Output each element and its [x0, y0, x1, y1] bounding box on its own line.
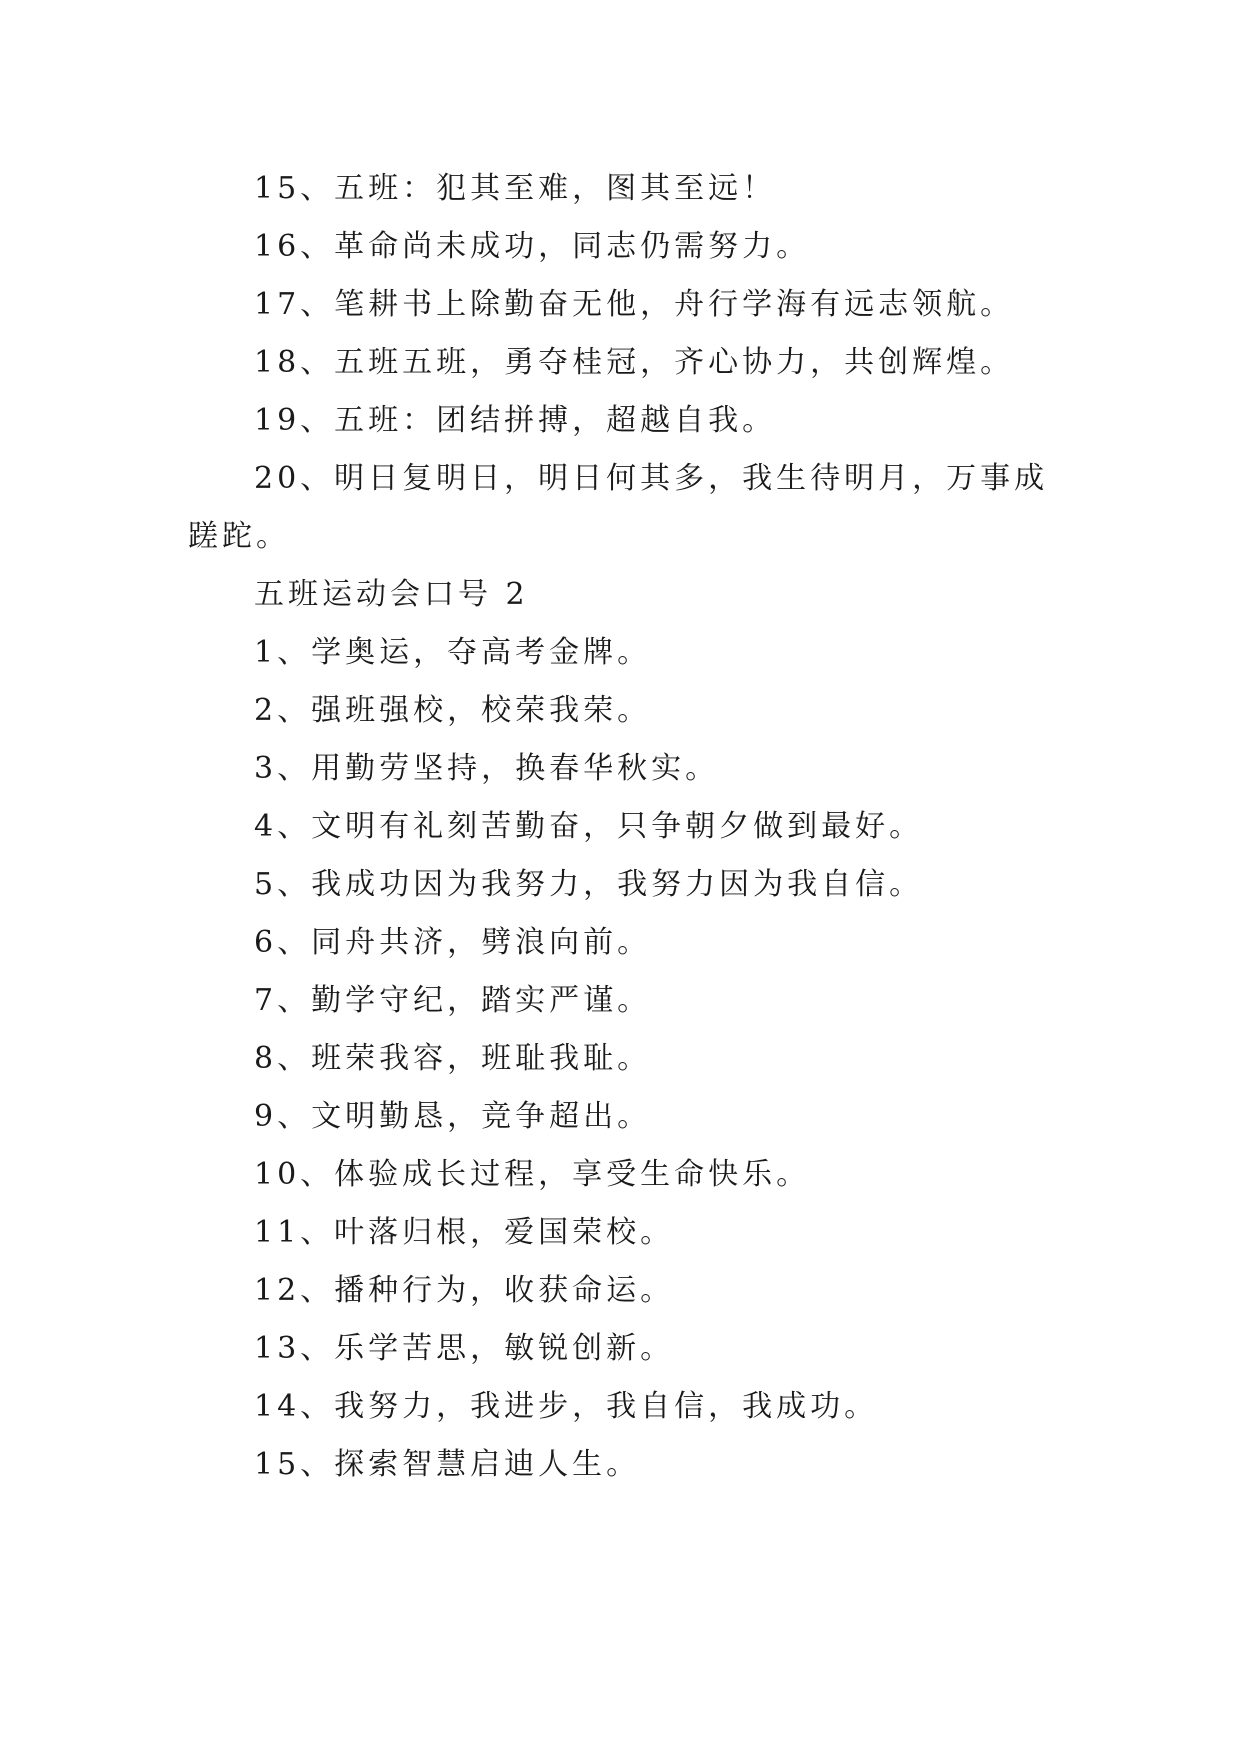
slogan-line: 4、文明有礼刻苦勤奋，只争朝夕做到最好。	[254, 809, 924, 844]
slogan-line: 15、五班：犯其至难，图其至远！	[254, 171, 777, 206]
slogan-line: 3、用勤劳坚持，换春华秋实。	[254, 751, 720, 786]
slogan-line: 8、班荣我容，班耻我耻。	[254, 1041, 652, 1076]
slogan-line: 7、勤学守纪，踏实严谨。	[254, 983, 652, 1018]
slogan-line: 9、文明勤恳，竞争超出。	[254, 1099, 652, 1134]
slogan-line: 18、五班五班，勇夺桂冠，齐心协力，共创辉煌。	[254, 345, 1015, 380]
slogan-line: 1、学奥运，夺高考金牌。	[254, 635, 652, 670]
slogan-line: 16、革命尚未成功，同志仍需努力。	[254, 229, 811, 264]
slogan-line: 5、我成功因为我努力，我努力因为我自信。	[254, 867, 924, 902]
slogan-line: 10、体验成长过程，享受生命快乐。	[254, 1157, 811, 1192]
slogan-line-wrapped: 20、明日复明日，明日何其多，我生待明月，万事成蹉跎。	[188, 461, 1049, 554]
document-body	[188, 160, 1068, 1494]
section-heading: 五班运动会口号 2	[254, 577, 529, 612]
slogan-line: 14、我努力，我进步，我自信，我成功。	[254, 1389, 879, 1424]
slogan-line: 13、乐学苦思，敏锐创新。	[254, 1331, 675, 1366]
slogan-line: 6、同舟共济，劈浪向前。	[254, 925, 652, 960]
slogan-line: 11、叶落归根，爱国荣校。	[254, 1215, 675, 1250]
slogan-line: 15、探索智慧启迪人生。	[254, 1447, 641, 1482]
slogan-line: 2、强班强校，校荣我荣。	[254, 693, 652, 728]
slogan-line: 19、五班：团结拼搏，超越自我。	[254, 403, 777, 438]
slogan-line: 12、播种行为，收获命运。	[254, 1273, 675, 1308]
slogan-line: 17、笔耕书上除勤奋无他，舟行学海有远志领航。	[254, 287, 1015, 322]
